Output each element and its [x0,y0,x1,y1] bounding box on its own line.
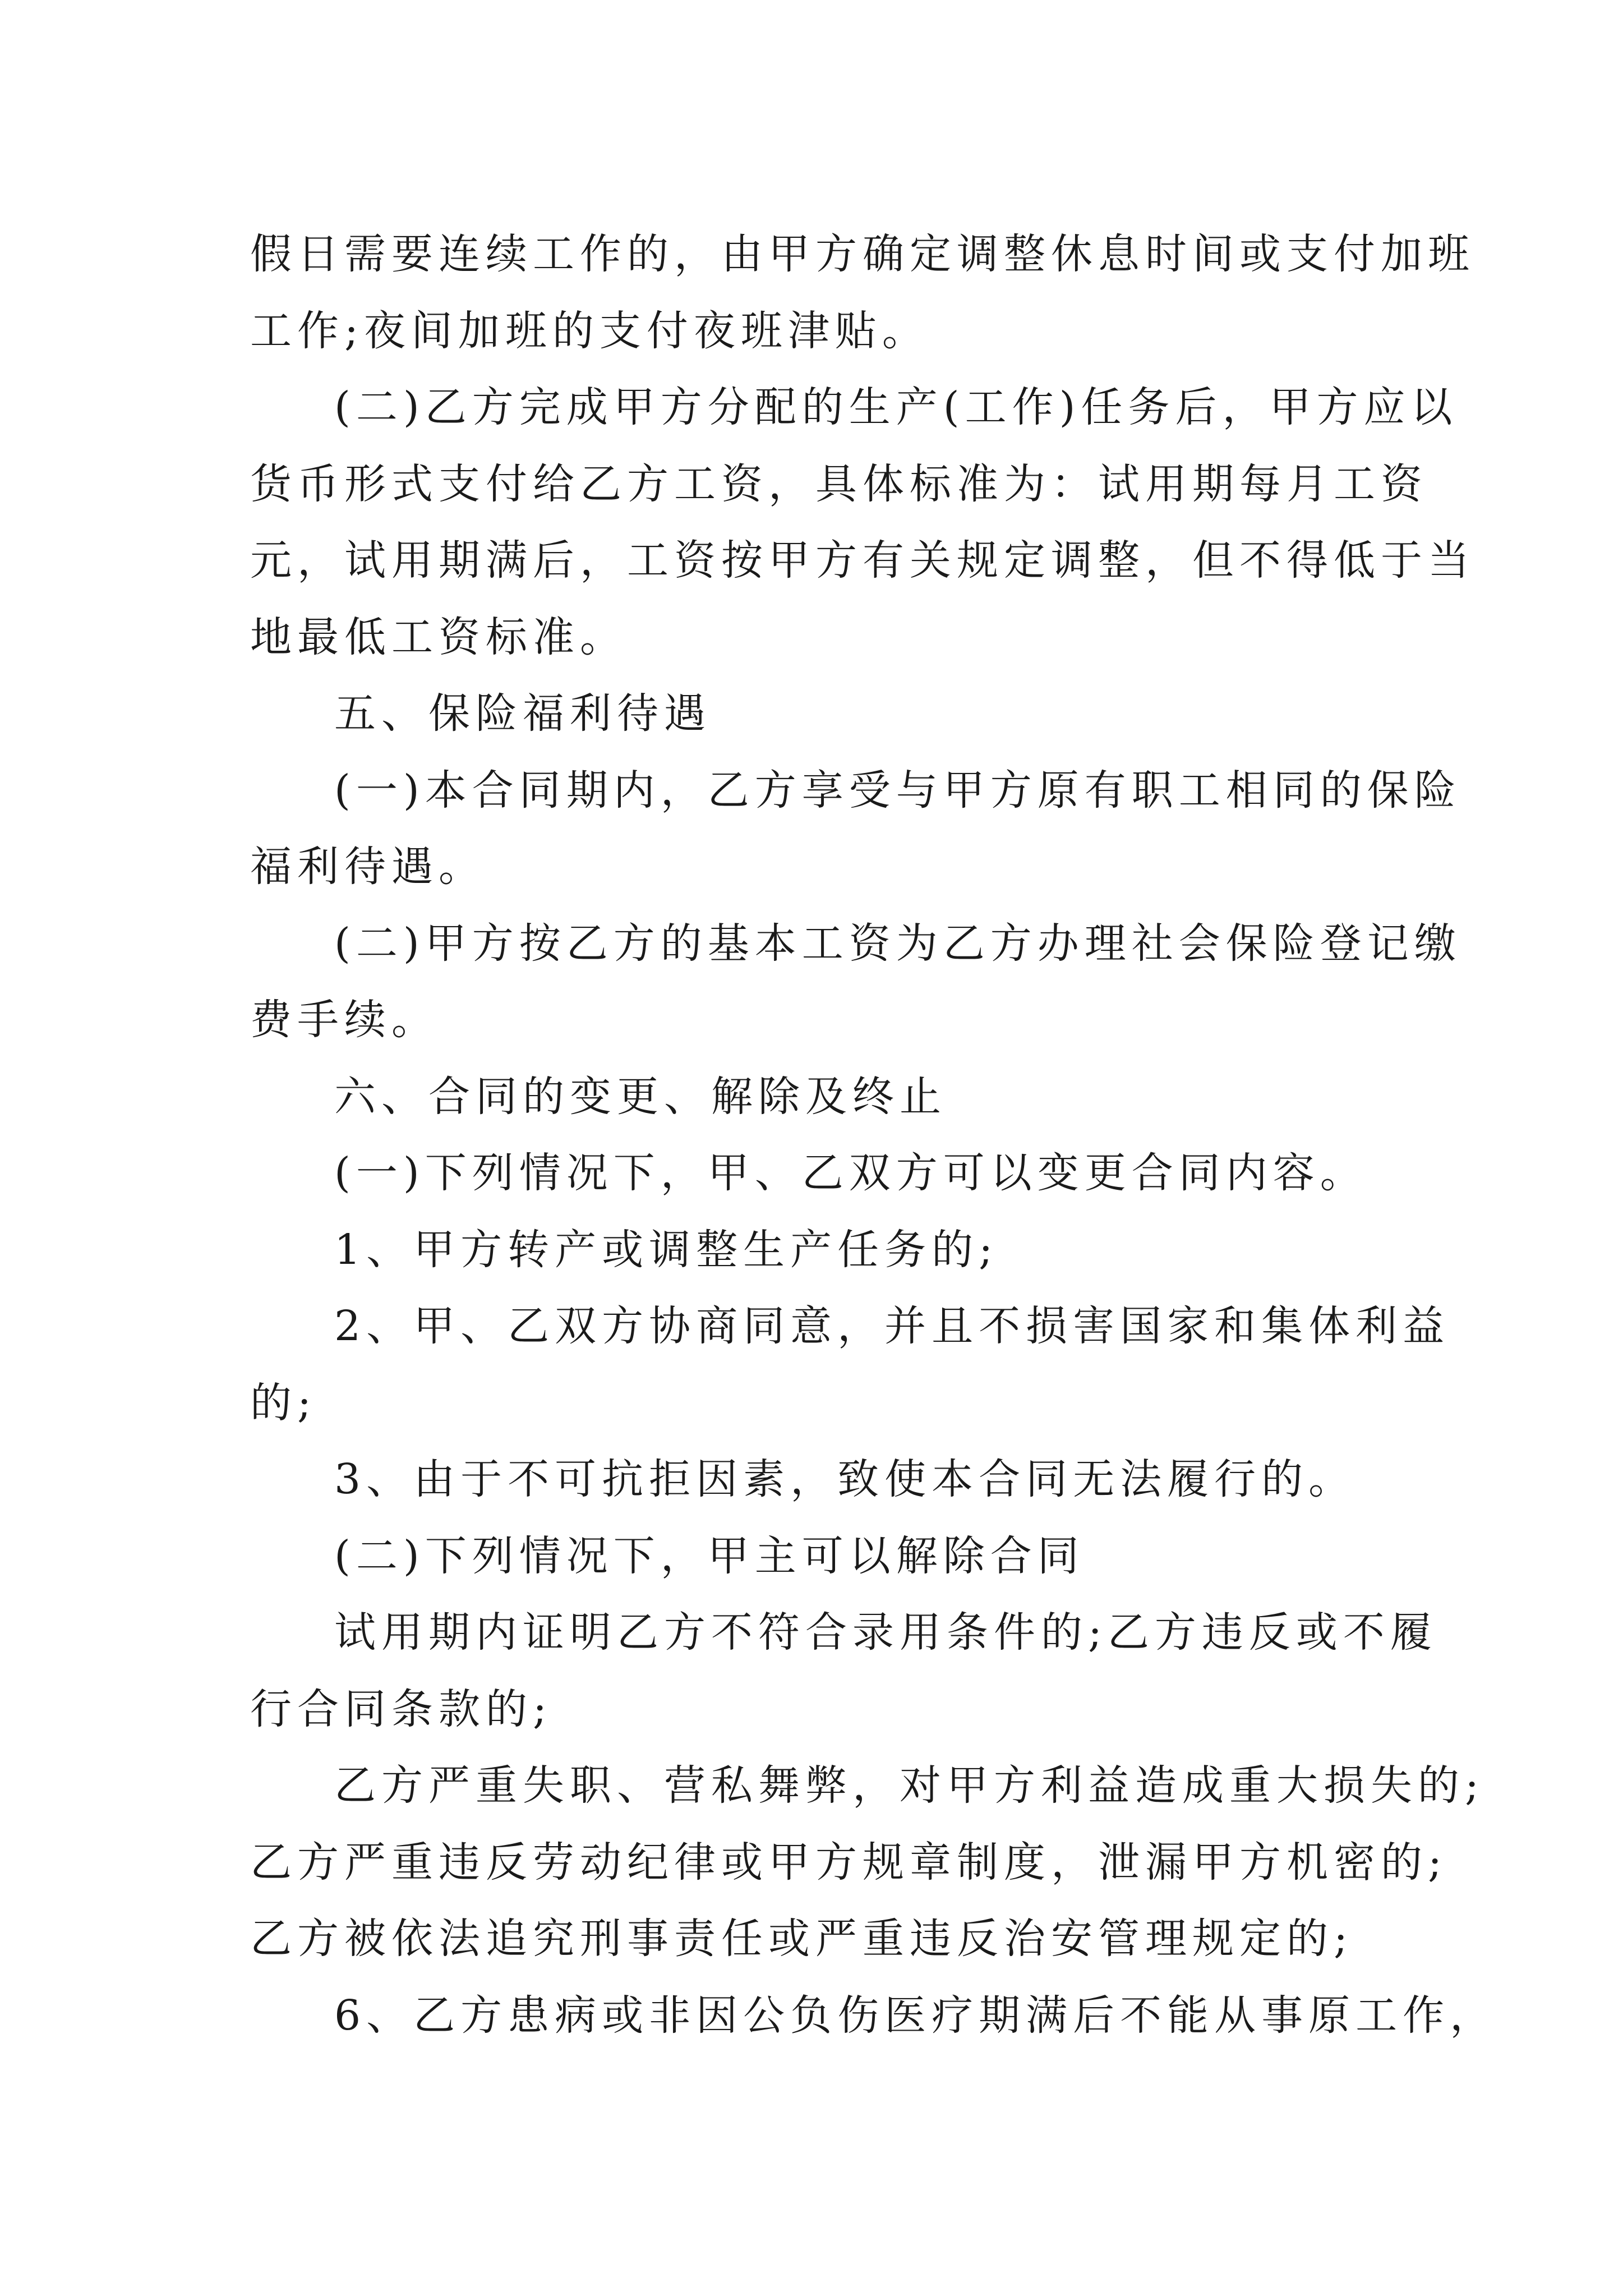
text-line: 乙方严重违反劳动纪律或甲方规章制度，泄漏甲方机密的; [250,1838,1447,1887]
text-line: (二)下列情况下，甲主可以解除合同 [334,1531,1085,1580]
list-item: 3、由于不可抗拒因素，致使本合同无法履行的。 [334,1455,1356,1503]
text-line: 元，试用期满后，工资按甲方有关规定调整，但不得低于当 [250,536,1475,585]
text-line: 行合同条款的; [250,1685,552,1733]
section-heading: 五、保险福利待遇 [334,689,711,738]
list-item: 2、甲、乙双方协商同意，并且不损害国家和集体利益 [334,1302,1450,1350]
text-line: 乙方严重失职、营私舞弊，对甲方利益造成重大损失的; [334,1761,1484,1810]
text-line: (二)甲方按乙方的基本工资为乙方办理社会保险登记缴 [334,919,1461,968]
document-body [250,216,1497,2054]
text-line: 费手续。 [250,996,439,1044]
text-line: 地最低工资标准。 [250,613,627,661]
text-line: 货币形式支付给乙方工资，具体标准为：试用期每月工资 [250,459,1428,508]
text-line: 试用期内证明乙方不符合录用条件的;乙方违反或不履 [334,1608,1437,1657]
list-item: 6、乙方患病或非因公负伤医疗期满后不能从事原工作， [334,1991,1497,2040]
text-line: 福利待遇。 [250,843,486,891]
text-line: (一)本合同期内，乙方享受与甲方原有职工相同的保险 [334,766,1461,815]
section-heading: 六、合同的变更、解除及终止 [334,1072,947,1121]
text-line: (一)下列情况下，甲、乙双方可以变更合同内容。 [334,1149,1367,1197]
text-line: 乙方被依法追究刑事责任或严重违反治安管理规定的; [250,1915,1353,1963]
list-item: 1、甲方转产或调整生产任务的; [334,1225,999,1274]
text-line: 工作;夜间加班的支付夜班津贴。 [250,306,929,355]
text-line: 的; [250,1378,317,1427]
text-line: 假日需要连续工作的，由甲方确定调整休息时间或支付加班 [250,230,1475,278]
text-line: (二)乙方完成甲方分配的生产(工作)任务后，甲方应以 [334,383,1458,431]
